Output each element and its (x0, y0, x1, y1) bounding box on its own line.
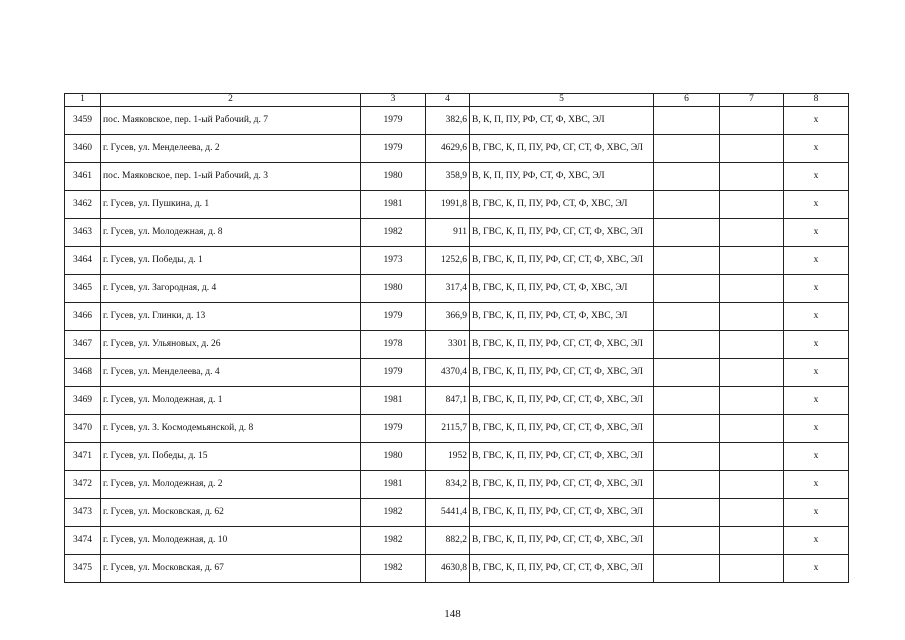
year-cell: 1982 (361, 527, 426, 555)
area-cell: 882,2 (426, 527, 470, 555)
mark-cell: х (784, 499, 849, 527)
mark-cell: х (784, 555, 849, 583)
column-7-cell (720, 191, 784, 219)
row-number-cell: 3464 (65, 247, 101, 275)
area-cell: 4370,4 (426, 359, 470, 387)
utilities-cell: В, ГВС, К, П, ПУ, РФ, СТ, Ф, ХВС, ЭЛ (470, 303, 654, 331)
mark-cell: х (784, 359, 849, 387)
year-cell: 1981 (361, 191, 426, 219)
year-cell: 1981 (361, 387, 426, 415)
row-number-cell: 3468 (65, 359, 101, 387)
address-cell: г. Гусев, ул. Молодежная, д. 1 (101, 387, 361, 415)
row-number-cell: 3471 (65, 443, 101, 471)
row-number-cell: 3467 (65, 331, 101, 359)
table-row (65, 387, 849, 415)
area-cell: 366,9 (426, 303, 470, 331)
area-cell: 358,9 (426, 163, 470, 191)
column-7-cell (720, 275, 784, 303)
utilities-cell: В, ГВС, К, П, ПУ, РФ, СГ, СТ, Ф, ХВС, ЭЛ (470, 471, 654, 499)
header-col-7: 7 (720, 94, 784, 107)
housing-registry-table (64, 93, 849, 583)
area-cell: 1252,6 (426, 247, 470, 275)
utilities-cell: В, ГВС, К, П, ПУ, РФ, СГ, СТ, Ф, ХВС, ЭЛ (470, 527, 654, 555)
utilities-cell: В, ГВС, К, П, ПУ, РФ, СГ, СТ, Ф, ХВС, ЭЛ (470, 331, 654, 359)
utilities-cell: В, ГВС, К, П, ПУ, РФ, СТ, Ф, ХВС, ЭЛ (470, 275, 654, 303)
table-row (65, 471, 849, 499)
year-cell: 1979 (361, 303, 426, 331)
year-cell: 1980 (361, 443, 426, 471)
column-6-cell (654, 359, 720, 387)
year-cell: 1981 (361, 471, 426, 499)
utilities-cell: В, ГВС, К, П, ПУ, РФ, СГ, СТ, Ф, ХВС, ЭЛ (470, 135, 654, 163)
header-col-1: 1 (65, 94, 101, 107)
row-number-cell: 3463 (65, 219, 101, 247)
area-cell: 911 (426, 219, 470, 247)
column-6-cell (654, 107, 720, 135)
utilities-cell: В, ГВС, К, П, ПУ, РФ, СГ, СТ, Ф, ХВС, ЭЛ (470, 387, 654, 415)
column-6-cell (654, 163, 720, 191)
address-cell: г. Гусев, ул. Менделеева, д. 2 (101, 135, 361, 163)
area-cell: 4629,6 (426, 135, 470, 163)
mark-cell: х (784, 219, 849, 247)
table-row (65, 303, 849, 331)
column-6-cell (654, 247, 720, 275)
row-number-cell: 3462 (65, 191, 101, 219)
mark-cell: х (784, 163, 849, 191)
header-col-8: 8 (784, 94, 849, 107)
area-cell: 3301 (426, 331, 470, 359)
table-row (65, 331, 849, 359)
row-number-cell: 3475 (65, 555, 101, 583)
row-number-cell: 3472 (65, 471, 101, 499)
area-cell: 5441,4 (426, 499, 470, 527)
column-7-cell (720, 387, 784, 415)
row-number-cell: 3469 (65, 387, 101, 415)
row-number-cell: 3459 (65, 107, 101, 135)
area-cell: 1952 (426, 443, 470, 471)
mark-cell: х (784, 331, 849, 359)
column-7-cell (720, 471, 784, 499)
column-6-cell (654, 499, 720, 527)
row-number-cell: 3470 (65, 415, 101, 443)
header-col-6: 6 (654, 94, 720, 107)
mark-cell: х (784, 303, 849, 331)
address-cell: г. Гусев, ул. Победы, д. 1 (101, 247, 361, 275)
column-7-cell (720, 527, 784, 555)
area-cell: 382,6 (426, 107, 470, 135)
address-cell: г. Гусев, ул. Загородная, д. 4 (101, 275, 361, 303)
address-cell: пос. Маяковское, пер. 1-ый Рабочий, д. 7 (101, 107, 361, 135)
utilities-cell: В, ГВС, К, П, ПУ, РФ, СГ, СТ, Ф, ХВС, ЭЛ (470, 359, 654, 387)
column-6-cell (654, 555, 720, 583)
row-number-cell: 3466 (65, 303, 101, 331)
utilities-cell: В, ГВС, К, П, ПУ, РФ, СГ, СТ, Ф, ХВС, ЭЛ (470, 247, 654, 275)
area-cell: 2115,7 (426, 415, 470, 443)
utilities-cell: В, К, П, ПУ, РФ, СТ, Ф, ХВС, ЭЛ (470, 107, 654, 135)
column-6-cell (654, 191, 720, 219)
utilities-cell: В, ГВС, К, П, ПУ, РФ, СГ, СТ, Ф, ХВС, ЭЛ (470, 443, 654, 471)
row-number-cell: 3474 (65, 527, 101, 555)
header-col-5: 5 (470, 94, 654, 107)
row-number-cell: 3465 (65, 275, 101, 303)
address-cell: г. Гусев, ул. Глинки, д. 13 (101, 303, 361, 331)
column-7-cell (720, 555, 784, 583)
address-cell: г. Гусев, ул. Московская, д. 67 (101, 555, 361, 583)
header-col-2: 2 (101, 94, 361, 107)
column-7-cell (720, 247, 784, 275)
area-cell: 1991,8 (426, 191, 470, 219)
header-col-4: 4 (426, 94, 470, 107)
year-cell: 1980 (361, 275, 426, 303)
mark-cell: х (784, 443, 849, 471)
address-cell: г. Гусев, ул. Московская, д. 62 (101, 499, 361, 527)
utilities-cell: В, ГВС, К, П, ПУ, РФ, СГ, СТ, Ф, ХВС, ЭЛ (470, 555, 654, 583)
header-row (65, 94, 849, 107)
column-6-cell (654, 415, 720, 443)
address-cell: г. Гусев, ул. Молодежная, д. 8 (101, 219, 361, 247)
year-cell: 1979 (361, 415, 426, 443)
column-7-cell (720, 415, 784, 443)
address-cell: г. Гусев, ул. З. Космодемьянской, д. 8 (101, 415, 361, 443)
table-row (65, 163, 849, 191)
table-row (65, 527, 849, 555)
column-6-cell (654, 331, 720, 359)
utilities-cell: В, ГВС, К, П, ПУ, РФ, СТ, Ф, ХВС, ЭЛ (470, 191, 654, 219)
row-number-cell: 3473 (65, 499, 101, 527)
year-cell: 1982 (361, 499, 426, 527)
column-6-cell (654, 527, 720, 555)
column-6-cell (654, 471, 720, 499)
table-row (65, 275, 849, 303)
column-7-cell (720, 331, 784, 359)
address-cell: г. Гусев, ул. Победы, д. 15 (101, 443, 361, 471)
mark-cell: х (784, 247, 849, 275)
year-cell: 1979 (361, 359, 426, 387)
table-row (65, 135, 849, 163)
column-7-cell (720, 135, 784, 163)
year-cell: 1982 (361, 219, 426, 247)
year-cell: 1982 (361, 555, 426, 583)
address-cell: пос. Маяковское, пер. 1-ый Рабочий, д. 3 (101, 163, 361, 191)
table-row (65, 191, 849, 219)
year-cell: 1979 (361, 107, 426, 135)
mark-cell: х (784, 471, 849, 499)
utilities-cell: В, ГВС, К, П, ПУ, РФ, СГ, СТ, Ф, ХВС, ЭЛ (470, 415, 654, 443)
column-7-cell (720, 219, 784, 247)
row-number-cell: 3461 (65, 163, 101, 191)
mark-cell: х (784, 415, 849, 443)
table-row (65, 415, 849, 443)
year-cell: 1979 (361, 135, 426, 163)
column-7-cell (720, 499, 784, 527)
column-6-cell (654, 275, 720, 303)
table-row (65, 219, 849, 247)
column-7-cell (720, 359, 784, 387)
column-7-cell (720, 443, 784, 471)
row-number-cell: 3460 (65, 135, 101, 163)
area-cell: 834,2 (426, 471, 470, 499)
area-cell: 4630,8 (426, 555, 470, 583)
mark-cell: х (784, 107, 849, 135)
mark-cell: х (784, 527, 849, 555)
address-cell: г. Гусев, ул. Пушкина, д. 1 (101, 191, 361, 219)
address-cell: г. Гусев, ул. Менделеева, д. 4 (101, 359, 361, 387)
mark-cell: х (784, 275, 849, 303)
year-cell: 1978 (361, 331, 426, 359)
table-row (65, 555, 849, 583)
page-number: 148 (444, 608, 461, 620)
column-7-cell (720, 107, 784, 135)
year-cell: 1973 (361, 247, 426, 275)
table-row (65, 107, 849, 135)
mark-cell: х (784, 135, 849, 163)
column-6-cell (654, 219, 720, 247)
header-col-3: 3 (361, 94, 426, 107)
utilities-cell: В, К, П, ПУ, РФ, СТ, Ф, ХВС, ЭЛ (470, 163, 654, 191)
column-6-cell (654, 135, 720, 163)
area-cell: 317,4 (426, 275, 470, 303)
column-6-cell (654, 443, 720, 471)
table-row (65, 499, 849, 527)
column-6-cell (654, 303, 720, 331)
address-cell: г. Гусев, ул. Молодежная, д. 10 (101, 527, 361, 555)
year-cell: 1980 (361, 163, 426, 191)
column-7-cell (720, 303, 784, 331)
column-7-cell (720, 163, 784, 191)
area-cell: 847,1 (426, 387, 470, 415)
utilities-cell: В, ГВС, К, П, ПУ, РФ, СГ, СТ, Ф, ХВС, ЭЛ (470, 219, 654, 247)
utilities-cell: В, ГВС, К, П, ПУ, РФ, СГ, СТ, Ф, ХВС, ЭЛ (470, 499, 654, 527)
address-cell: г. Гусев, ул. Молодежная, д. 2 (101, 471, 361, 499)
address-cell: г. Гусев, ул. Ульяновых, д. 26 (101, 331, 361, 359)
column-6-cell (654, 387, 720, 415)
table-row (65, 443, 849, 471)
table-row (65, 247, 849, 275)
table-row (65, 359, 849, 387)
mark-cell: х (784, 387, 849, 415)
mark-cell: х (784, 191, 849, 219)
table-body (65, 107, 849, 583)
